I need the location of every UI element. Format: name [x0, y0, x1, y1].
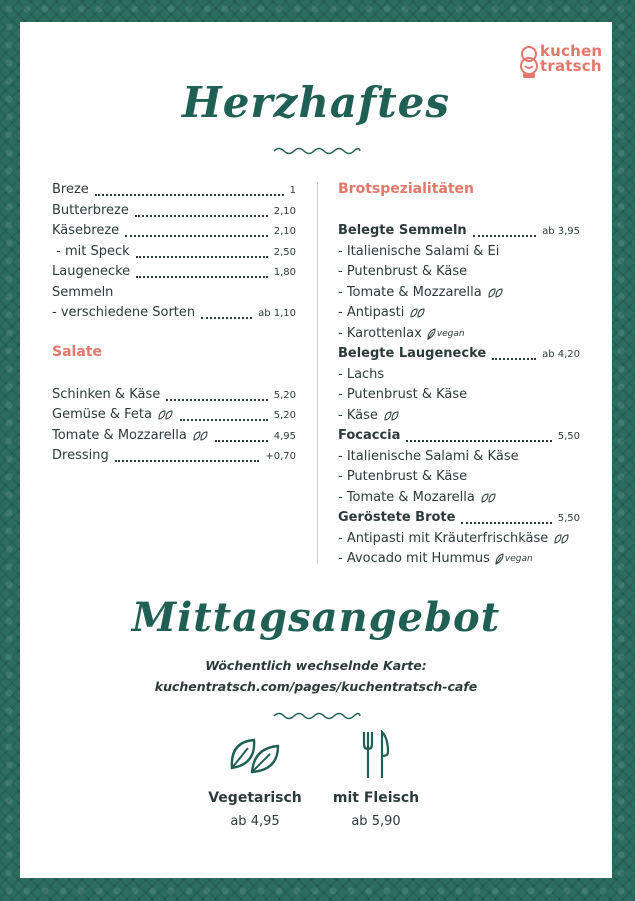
sub-item: - Antipasti mit Kräuterfrischkäse	[338, 530, 570, 548]
vegan-leaf-icon	[426, 328, 436, 340]
vegan-leaf-icon	[494, 553, 504, 565]
sub-item: - Putenbrust & Käse	[338, 264, 468, 279]
vegetarian-leaf-icon	[409, 307, 426, 319]
wave-divider	[272, 146, 362, 156]
menu-item: Belegte Laugenecke ab 4,20	[338, 346, 580, 361]
vegan-label: vegan	[436, 329, 465, 339]
option-fleisch: mit Fleisch	[332, 790, 420, 806]
menu-item: Gemüse & Feta 5,20	[52, 407, 296, 422]
sub-item: - Karottenlax vegan	[338, 326, 465, 341]
menu-item: Geröstete Brote 5,50	[338, 510, 580, 525]
lunch-url: kuchentratsch.com/pages/kuchentratsch-cafe	[154, 679, 478, 694]
wave-divider	[272, 711, 362, 721]
menu-item: - mit Speck 2,50	[52, 244, 296, 259]
sub-item: - Putenbrust & Käse	[338, 387, 468, 402]
vegetarian-leaf-icon	[383, 410, 400, 422]
brotspezialitaeten-heading: Brotspezialitäten	[338, 181, 475, 197]
vegetarian-leaf-icon	[192, 430, 209, 442]
menu-item: - verschiedene Sorten ab 1,10	[52, 305, 296, 320]
fork-knife-icon	[360, 730, 390, 780]
sub-item: - Tomate & Mozarella	[338, 489, 497, 507]
sub-item: - Lachs	[338, 367, 385, 382]
grandma-icon	[518, 44, 540, 80]
leaves-icon	[228, 734, 282, 776]
menu-item: Tomate & Mozzarella 4,95	[52, 428, 296, 443]
sub-item: - Avocado mit Hummus vegan	[338, 551, 533, 566]
menu-item: Butterbreze 2,10	[52, 203, 296, 218]
option-vegetarisch: Vegetarisch	[208, 790, 302, 806]
menu-item: Dressing +0,70	[52, 448, 296, 463]
lunch-subtitle: Wöchentlich wechselnde Karte:	[205, 658, 427, 673]
menu-item: Schinken & Käse 5,20	[52, 387, 296, 402]
sub-item: - Käse	[338, 407, 400, 425]
column-divider	[317, 182, 318, 564]
salate-heading: Salate	[52, 344, 102, 360]
vegetarian-leaf-icon	[480, 492, 497, 504]
sub-item: - Tomate & Mozzarella	[338, 284, 504, 302]
logo-line-2: tratsch	[540, 57, 602, 75]
lunch-title: Mittagsangebot	[131, 594, 501, 641]
logo-line-1: kuchen	[540, 42, 603, 60]
kuchentratsch-logo	[518, 44, 610, 80]
menu-item: Focaccia 5,50	[338, 428, 580, 443]
option-fleisch-price: ab 5,90	[351, 814, 401, 829]
option-vegetarisch-price: ab 4,95	[230, 814, 280, 829]
menu-item: Belegte Semmeln ab 3,95	[338, 223, 580, 238]
sub-item: - Italienische Salami & Käse	[338, 449, 519, 464]
page-title: Herzhaftes	[182, 78, 450, 127]
vegetarian-leaf-icon	[553, 533, 570, 545]
sub-item: - Antipasti	[338, 304, 426, 322]
vegetarian-leaf-icon	[157, 409, 174, 421]
menu-item: Käsebreze 2,10	[52, 223, 296, 238]
menu-page	[20, 22, 612, 878]
menu-item: Laugenecke 1,80	[52, 264, 296, 279]
vegan-label: vegan	[504, 554, 533, 564]
sub-item: - Putenbrust & Käse	[338, 469, 468, 484]
menu-item: Breze 1	[52, 182, 296, 197]
sub-item: - Italienische Salami & Ei	[338, 244, 500, 259]
semmeln-label: Semmeln	[52, 285, 114, 300]
vegetarian-leaf-icon	[487, 287, 504, 299]
